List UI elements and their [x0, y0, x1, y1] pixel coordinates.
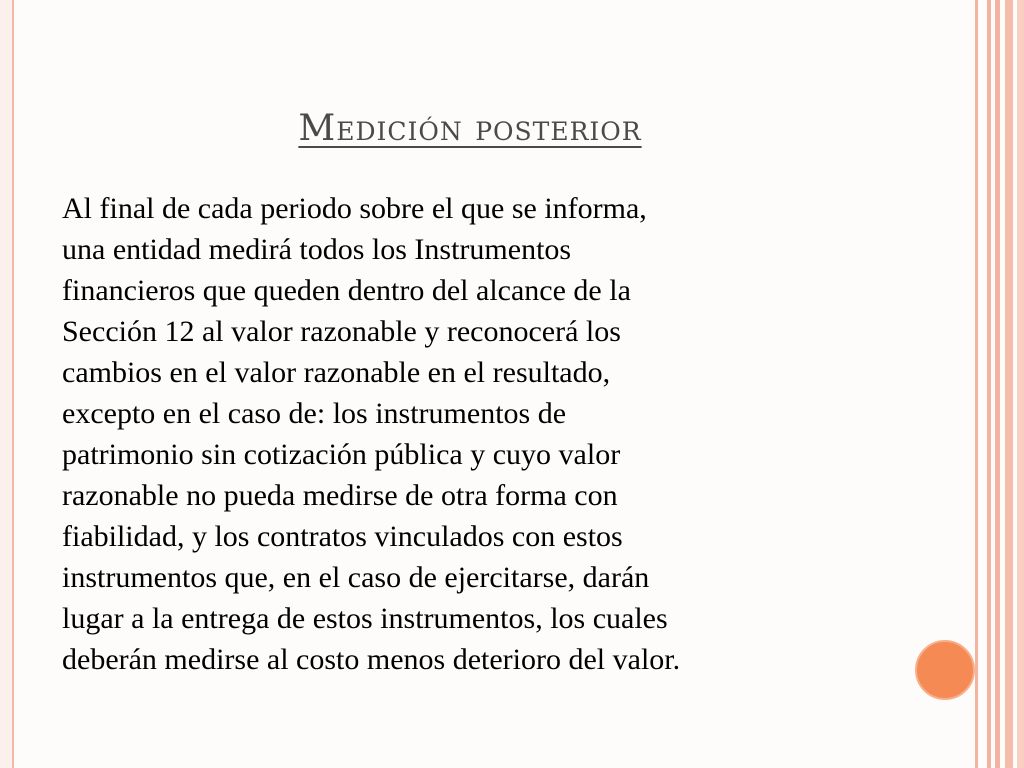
body-line: patrimonio sin cotización pública y cuyo valor [62, 438, 621, 471]
body-line: lugar a la entrega de estos instrumentos, los cuales [62, 602, 668, 635]
body-line: Al final de cada periodo sobre el que se informa, [62, 192, 647, 225]
body-line: fiabilidad, y los contratos vinculados con estos [62, 520, 623, 553]
right-stripe-decoration [995, 0, 1000, 768]
orange-circle-decoration [915, 640, 975, 700]
right-stripe-decoration [1017, 0, 1024, 768]
body-line: excepto en el caso de: los instrumentos de [62, 397, 567, 430]
body-line: deberán medirse al costo menos deterioro del valor. [62, 643, 681, 676]
body-line: cambios en el valor razonable en el resultado, [62, 356, 611, 389]
body-line: Sección 12 al valor razonable y reconocerá los [62, 315, 621, 348]
right-stripe-decoration [975, 0, 978, 768]
body-line: razonable no pueda medirse de otra forma con [62, 479, 618, 512]
slide-title [0, 108, 940, 149]
body-line: instrumentos que, en el caso de ejercitarse, darán [62, 561, 650, 594]
body-line: una entidad medirá todos los Instrumentos [62, 233, 572, 266]
right-stripe-decoration [1005, 0, 1013, 768]
body-line: financieros que queden dentro del alcance de la [62, 274, 631, 307]
slide-title-text: Medición posterior [298, 108, 642, 149]
right-stripe-decoration [987, 0, 991, 768]
slide-body [62, 188, 892, 680]
